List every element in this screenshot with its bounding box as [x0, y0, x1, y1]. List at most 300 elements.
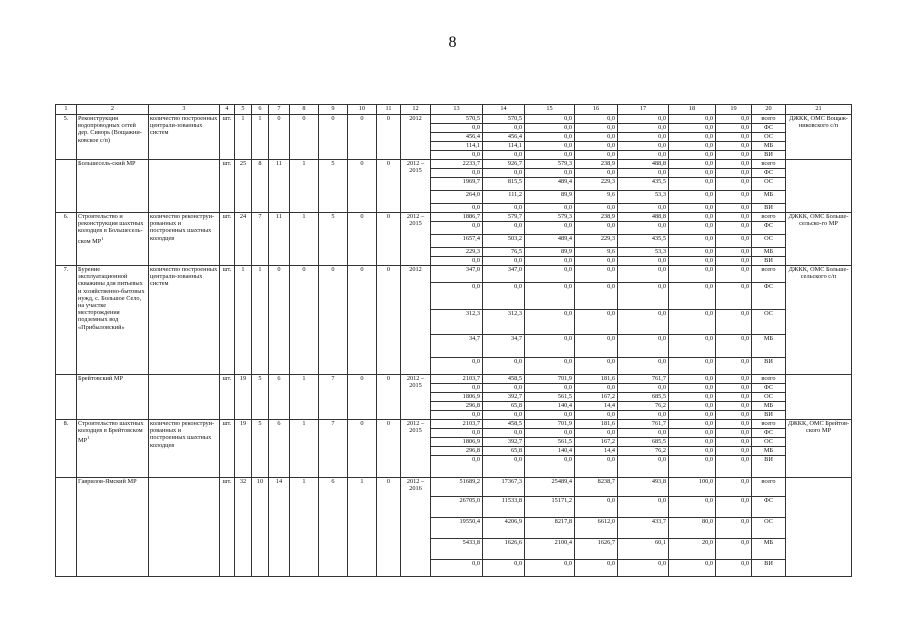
- funding-source: всего: [752, 115, 786, 124]
- measure-name: [77, 375, 149, 420]
- funding-value: 0,0: [669, 248, 716, 257]
- measure-name: [77, 213, 149, 266]
- funding-value: 456,4: [483, 133, 525, 142]
- funding-value: 140,4: [525, 447, 575, 456]
- funding-value: 0,0: [525, 169, 575, 178]
- funding-value: 0,0: [669, 204, 716, 213]
- funding-value: 0,0: [431, 151, 483, 160]
- funding-value: 0,0: [575, 335, 618, 358]
- funding-value: 1886,7: [431, 213, 483, 222]
- funding-value: 181,6: [575, 375, 618, 384]
- column-header: 5: [235, 105, 252, 115]
- indicator-value: 11: [269, 213, 290, 266]
- funding-value: 701,9: [525, 375, 575, 384]
- funding-value: 0,0: [575, 411, 618, 420]
- funding-value: 0,0: [431, 384, 483, 393]
- indicator-value: 0: [269, 115, 290, 160]
- funding-source: ОС: [752, 438, 786, 447]
- indicator-value: 14: [269, 478, 290, 577]
- funding-value: 25489,4: [525, 478, 575, 497]
- indicator-name: [149, 478, 220, 577]
- funding-value: 2103,7: [431, 375, 483, 384]
- executor: ДЖКК, ОМС Больше-сельско-го МР: [786, 213, 852, 266]
- indicator-value: 6: [319, 478, 348, 577]
- funding-value: 489,4: [525, 235, 575, 248]
- funding-value: 0,0: [575, 310, 618, 335]
- funding-value: 0,0: [525, 204, 575, 213]
- funding-value: 0,0: [431, 169, 483, 178]
- measure-name-text: Гаврилов-Ямский МР: [78, 478, 137, 485]
- funding-source: ВИ: [752, 358, 786, 375]
- funding-value: 0,0: [483, 560, 525, 577]
- funding-value: 1657,4: [431, 235, 483, 248]
- funding-value: 0,0: [483, 358, 525, 375]
- funding-value: 0,0: [483, 204, 525, 213]
- indicator-value: 0: [377, 160, 401, 213]
- column-header: 10: [348, 105, 377, 115]
- footnote-mark: 1: [101, 235, 104, 241]
- funding-value: 0,0: [716, 497, 752, 518]
- funding-value: 296,8: [431, 447, 483, 456]
- unit: шт.: [220, 375, 235, 420]
- indicator-value: 1: [235, 266, 252, 375]
- funding-value: 0,0: [575, 204, 618, 213]
- indicator-value: 6: [269, 420, 290, 478]
- funding-value: 0,0: [669, 335, 716, 358]
- funding-value: 34,7: [431, 335, 483, 358]
- executor: ДЖКК, ОМС Брейтов-ского МР: [786, 420, 852, 478]
- table-row: [56, 266, 852, 283]
- funding-value: 456,4: [431, 133, 483, 142]
- funding-value: 229,3: [431, 248, 483, 257]
- funding-value: 0,0: [431, 456, 483, 478]
- funding-value: 435,5: [618, 178, 669, 191]
- funding-value: 0,0: [669, 178, 716, 191]
- funding-value: 926,7: [483, 160, 525, 169]
- implementation-period: 2012 – 2016: [401, 478, 431, 577]
- funding-value: 0,0: [669, 393, 716, 402]
- column-header: 8: [290, 105, 319, 115]
- funding-value: 0,0: [525, 115, 575, 124]
- funding-source: МБ: [752, 335, 786, 358]
- implementation-period: 2012 – 2015: [401, 420, 431, 478]
- indicator-value: 5: [319, 160, 348, 213]
- funding-value: 9,6: [575, 248, 618, 257]
- row-number: 7.: [56, 266, 77, 375]
- indicator-value: 0: [290, 266, 319, 375]
- funding-value: 0,0: [716, 235, 752, 248]
- funding-value: 0,0: [716, 178, 752, 191]
- funding-source: ОС: [752, 518, 786, 539]
- table-row: [56, 213, 852, 222]
- measure-name-text: Строительство и реконструкция шахтных колодцев в Большесель-ском МР: [78, 213, 144, 245]
- table-row: [56, 115, 852, 124]
- indicator-value: 1: [290, 420, 319, 478]
- funding-value: 140,4: [525, 402, 575, 411]
- funding-source: ОС: [752, 310, 786, 335]
- funding-source: МБ: [752, 142, 786, 151]
- unit: шт.: [220, 420, 235, 478]
- indicator-value: 0: [377, 375, 401, 420]
- funding-value: 0,0: [669, 375, 716, 384]
- funding-value: 229,3: [575, 235, 618, 248]
- funding-value: 2233,7: [431, 160, 483, 169]
- column-header: 14: [483, 105, 525, 115]
- funding-value: 0,0: [669, 115, 716, 124]
- funding-value: 0,0: [716, 222, 752, 235]
- table-row: [56, 478, 852, 497]
- funding-value: 433,7: [618, 518, 669, 539]
- funding-source: ФС: [752, 497, 786, 518]
- funding-value: 1806,9: [431, 393, 483, 402]
- funding-value: 0,0: [716, 283, 752, 310]
- funding-value: 19550,4: [431, 518, 483, 539]
- funding-value: 392,7: [483, 438, 525, 447]
- funding-value: 0,0: [669, 429, 716, 438]
- funding-value: 0,0: [716, 456, 752, 478]
- measure-name: [77, 266, 149, 375]
- row-number: [56, 375, 77, 420]
- funding-value: 0,0: [716, 133, 752, 142]
- funding-value: 53,3: [618, 191, 669, 204]
- funding-value: 0,0: [431, 358, 483, 375]
- funding-value: 0,0: [618, 266, 669, 283]
- funding-value: 0,0: [575, 429, 618, 438]
- funding-value: 0,0: [669, 257, 716, 266]
- funding-value: 0,0: [525, 358, 575, 375]
- funding-value: 167,2: [575, 438, 618, 447]
- funding-value: 0,0: [575, 169, 618, 178]
- funding-value: 0,0: [525, 133, 575, 142]
- indicator-value: 0: [377, 478, 401, 577]
- funding-value: 1806,9: [431, 438, 483, 447]
- funding-value: 0,0: [716, 248, 752, 257]
- funding-value: 0,0: [669, 384, 716, 393]
- indicator-name: количество реконструи-рованных и построенных шахтных колодцев: [149, 213, 220, 266]
- measure-name: [77, 115, 149, 160]
- funding-value: 0,0: [575, 151, 618, 160]
- funding-value: 0,0: [618, 283, 669, 310]
- indicator-value: 1: [252, 115, 269, 160]
- funding-value: 0,0: [575, 124, 618, 133]
- funding-value: 0,0: [669, 151, 716, 160]
- funding-value: 570,5: [431, 115, 483, 124]
- funding-value: 65,8: [483, 402, 525, 411]
- funding-value: 1626,6: [483, 539, 525, 560]
- funding-value: 34,7: [483, 335, 525, 358]
- funding-value: 0,0: [575, 266, 618, 283]
- implementation-period: 2012: [401, 266, 431, 375]
- funding-value: 0,0: [525, 384, 575, 393]
- funding-value: 0,0: [525, 266, 575, 283]
- row-number: 6.: [56, 213, 77, 266]
- executor: [786, 160, 852, 213]
- funding-value: 0,0: [716, 169, 752, 178]
- funding-value: 2103,7: [431, 420, 483, 429]
- funding-value: 0,0: [483, 411, 525, 420]
- column-header: 2: [77, 105, 149, 115]
- funding-value: 0,0: [716, 560, 752, 577]
- funding-value: 60,1: [618, 539, 669, 560]
- table-row: [56, 375, 852, 384]
- executor: ДЖКК, ОМС Вощаж-никовского с/п: [786, 115, 852, 160]
- indicator-value: 1: [290, 160, 319, 213]
- funding-source: всего: [752, 160, 786, 169]
- funding-source: всего: [752, 420, 786, 429]
- indicator-value: 1: [290, 375, 319, 420]
- indicator-name: количество реконструи-рованных и построенных шахтных колодцев: [149, 420, 220, 478]
- funding-value: 0,0: [716, 124, 752, 133]
- indicator-value: 0: [348, 115, 377, 160]
- row-number: [56, 160, 77, 213]
- measure-name: [77, 420, 149, 478]
- funding-value: 0,0: [431, 429, 483, 438]
- funding-source: ВИ: [752, 411, 786, 420]
- funding-value: 0,0: [716, 142, 752, 151]
- measure-name: [77, 160, 149, 213]
- funding-value: 0,0: [431, 283, 483, 310]
- funding-value: 0,0: [575, 560, 618, 577]
- measure-name-text: Большесель-ский МР: [78, 160, 136, 167]
- indicator-value: 0: [348, 266, 377, 375]
- funding-value: 701,9: [525, 420, 575, 429]
- funding-value: 53,3: [618, 248, 669, 257]
- funding-value: 0,0: [575, 384, 618, 393]
- funding-value: 0,0: [575, 358, 618, 375]
- funding-source: МБ: [752, 248, 786, 257]
- executor: [786, 478, 852, 577]
- funding-value: 761,7: [618, 375, 669, 384]
- funding-value: 0,0: [525, 257, 575, 266]
- funding-value: 0,0: [483, 384, 525, 393]
- funding-value: 0,0: [525, 151, 575, 160]
- funding-value: 0,0: [716, 151, 752, 160]
- funding-value: 0,0: [525, 456, 575, 478]
- funding-value: 458,5: [483, 375, 525, 384]
- indicator-value: 7: [319, 375, 348, 420]
- funding-value: 114,1: [431, 142, 483, 151]
- funding-value: 0,0: [525, 310, 575, 335]
- funding-value: 0,0: [716, 539, 752, 560]
- funding-value: 0,0: [716, 420, 752, 429]
- funding-value: 0,0: [669, 213, 716, 222]
- funding-source: всего: [752, 266, 786, 283]
- funding-value: 0,0: [431, 257, 483, 266]
- funding-value: 0,0: [669, 283, 716, 310]
- funding-value: 0,0: [618, 222, 669, 235]
- funding-value: 815,5: [483, 178, 525, 191]
- funding-value: 89,9: [525, 248, 575, 257]
- funding-value: 0,0: [669, 456, 716, 478]
- funding-value: 0,0: [483, 222, 525, 235]
- indicator-value: 5: [252, 420, 269, 478]
- funding-value: 264,0: [431, 191, 483, 204]
- funding-value: 0,0: [716, 358, 752, 375]
- unit: шт.: [220, 478, 235, 577]
- indicator-value: 8: [252, 160, 269, 213]
- funding-value: 0,0: [618, 384, 669, 393]
- funding-value: 0,0: [575, 115, 618, 124]
- funding-value: 561,5: [525, 393, 575, 402]
- funding-value: 181,6: [575, 420, 618, 429]
- row-number: 8.: [56, 420, 77, 478]
- unit: шт.: [220, 266, 235, 375]
- funding-source: ВИ: [752, 257, 786, 266]
- funding-value: 0,0: [618, 310, 669, 335]
- funding-value: 0,0: [716, 375, 752, 384]
- funding-value: 0,0: [669, 266, 716, 283]
- implementation-period: 2012 – 2015: [401, 375, 431, 420]
- column-header: 1: [56, 105, 77, 115]
- unit: шт.: [220, 115, 235, 160]
- funding-value: 0,0: [575, 456, 618, 478]
- executor: [786, 375, 852, 420]
- funding-value: 0,0: [431, 124, 483, 133]
- funding-source: всего: [752, 213, 786, 222]
- funding-value: 0,0: [575, 257, 618, 266]
- funding-value: 0,0: [716, 257, 752, 266]
- funding-value: 0,0: [716, 266, 752, 283]
- funding-value: 0,0: [716, 393, 752, 402]
- indicator-value: 6: [269, 375, 290, 420]
- row-number: [56, 478, 77, 577]
- indicator-name: количество построенных централи-зованных систем: [149, 266, 220, 375]
- funding-value: 0,0: [575, 283, 618, 310]
- funding-value: 6612,0: [575, 518, 618, 539]
- column-header: 19: [716, 105, 752, 115]
- funding-value: 435,5: [618, 235, 669, 248]
- indicator-value: 0: [348, 213, 377, 266]
- funding-value: 0,0: [618, 169, 669, 178]
- funding-value: 14,4: [575, 402, 618, 411]
- column-header: 11: [377, 105, 401, 115]
- funding-value: 0,0: [669, 411, 716, 420]
- indicator-name: [149, 375, 220, 420]
- unit: шт.: [220, 213, 235, 266]
- funding-value: 0,0: [525, 222, 575, 235]
- funding-value: 0,0: [618, 560, 669, 577]
- funding-value: 0,0: [618, 257, 669, 266]
- indicator-value: 0: [348, 420, 377, 478]
- funding-value: 579,7: [483, 213, 525, 222]
- funding-value: 0,0: [669, 497, 716, 518]
- indicator-value: 24: [235, 213, 252, 266]
- funding-value: 0,0: [618, 429, 669, 438]
- funding-value: 579,3: [525, 160, 575, 169]
- funding-value: 0,0: [575, 497, 618, 518]
- indicator-value: 10: [252, 478, 269, 577]
- table-row: [56, 160, 852, 169]
- indicator-value: 11: [269, 160, 290, 213]
- indicator-value: 1: [290, 478, 319, 577]
- program-table: [55, 104, 852, 577]
- funding-value: 489,4: [525, 178, 575, 191]
- measure-name-text: Брейтовский МР: [78, 375, 123, 382]
- column-header: 13: [431, 105, 483, 115]
- funding-source: ОС: [752, 393, 786, 402]
- funding-value: 0,0: [483, 124, 525, 133]
- funding-source: ОС: [752, 178, 786, 191]
- funding-value: 458,5: [483, 420, 525, 429]
- funding-value: 9,6: [575, 191, 618, 204]
- funding-source: ФС: [752, 283, 786, 310]
- funding-source: ФС: [752, 429, 786, 438]
- funding-value: 0,0: [669, 438, 716, 447]
- funding-value: 17367,3: [483, 478, 525, 497]
- funding-value: 0,0: [525, 283, 575, 310]
- funding-value: 0,0: [431, 411, 483, 420]
- implementation-period: 2012 – 2015: [401, 160, 431, 213]
- funding-source: всего: [752, 478, 786, 497]
- funding-value: 0,0: [716, 518, 752, 539]
- unit: шт.: [220, 160, 235, 213]
- funding-value: 0,0: [716, 429, 752, 438]
- funding-source: ОС: [752, 133, 786, 142]
- funding-value: 0,0: [669, 160, 716, 169]
- funding-value: 111,2: [483, 191, 525, 204]
- funding-value: 0,0: [483, 429, 525, 438]
- funding-value: 15171,2: [525, 497, 575, 518]
- funding-value: 392,7: [483, 393, 525, 402]
- funding-source: МБ: [752, 539, 786, 560]
- column-header: 20: [752, 105, 786, 115]
- indicator-value: 7: [319, 420, 348, 478]
- indicator-value: 1: [348, 478, 377, 577]
- funding-value: 0,0: [618, 142, 669, 151]
- indicator-value: 32: [235, 478, 252, 577]
- funding-value: 488,8: [618, 213, 669, 222]
- funding-value: 80,0: [669, 518, 716, 539]
- row-number: 5.: [56, 115, 77, 160]
- implementation-period: 2012 – 2015: [401, 213, 431, 266]
- indicator-value: 7: [252, 213, 269, 266]
- funding-value: 0,0: [618, 204, 669, 213]
- indicator-value: 25: [235, 160, 252, 213]
- funding-source: МБ: [752, 447, 786, 456]
- funding-value: 488,8: [618, 160, 669, 169]
- indicator-value: 0: [348, 375, 377, 420]
- funding-source: МБ: [752, 402, 786, 411]
- column-header: 4: [220, 105, 235, 115]
- funding-value: 312,3: [431, 310, 483, 335]
- funding-value: 0,0: [716, 402, 752, 411]
- funding-source: МБ: [752, 191, 786, 204]
- funding-value: 0,0: [431, 204, 483, 213]
- funding-value: 0,0: [618, 358, 669, 375]
- measure-name-text: Реконструкция водопроводных сетей дер. Сиворь (Вощажни-ковское с/п): [78, 115, 142, 144]
- funding-value: 312,3: [483, 310, 525, 335]
- funding-value: 503,2: [483, 235, 525, 248]
- funding-value: 0,0: [669, 169, 716, 178]
- funding-value: 0,0: [618, 115, 669, 124]
- funding-value: 0,0: [716, 160, 752, 169]
- funding-source: всего: [752, 375, 786, 384]
- funding-value: 0,0: [669, 358, 716, 375]
- implementation-period: 2012: [401, 115, 431, 160]
- funding-value: 570,5: [483, 115, 525, 124]
- funding-value: 0,0: [431, 560, 483, 577]
- funding-source: ВИ: [752, 456, 786, 478]
- funding-value: 0,0: [716, 204, 752, 213]
- funding-value: 0,0: [669, 191, 716, 204]
- indicator-value: 1: [252, 266, 269, 375]
- funding-value: 0,0: [618, 335, 669, 358]
- funding-value: 0,0: [525, 560, 575, 577]
- funding-value: 0,0: [716, 478, 752, 497]
- funding-value: 8238,7: [575, 478, 618, 497]
- funding-value: 0,0: [575, 142, 618, 151]
- funding-value: 76,2: [618, 402, 669, 411]
